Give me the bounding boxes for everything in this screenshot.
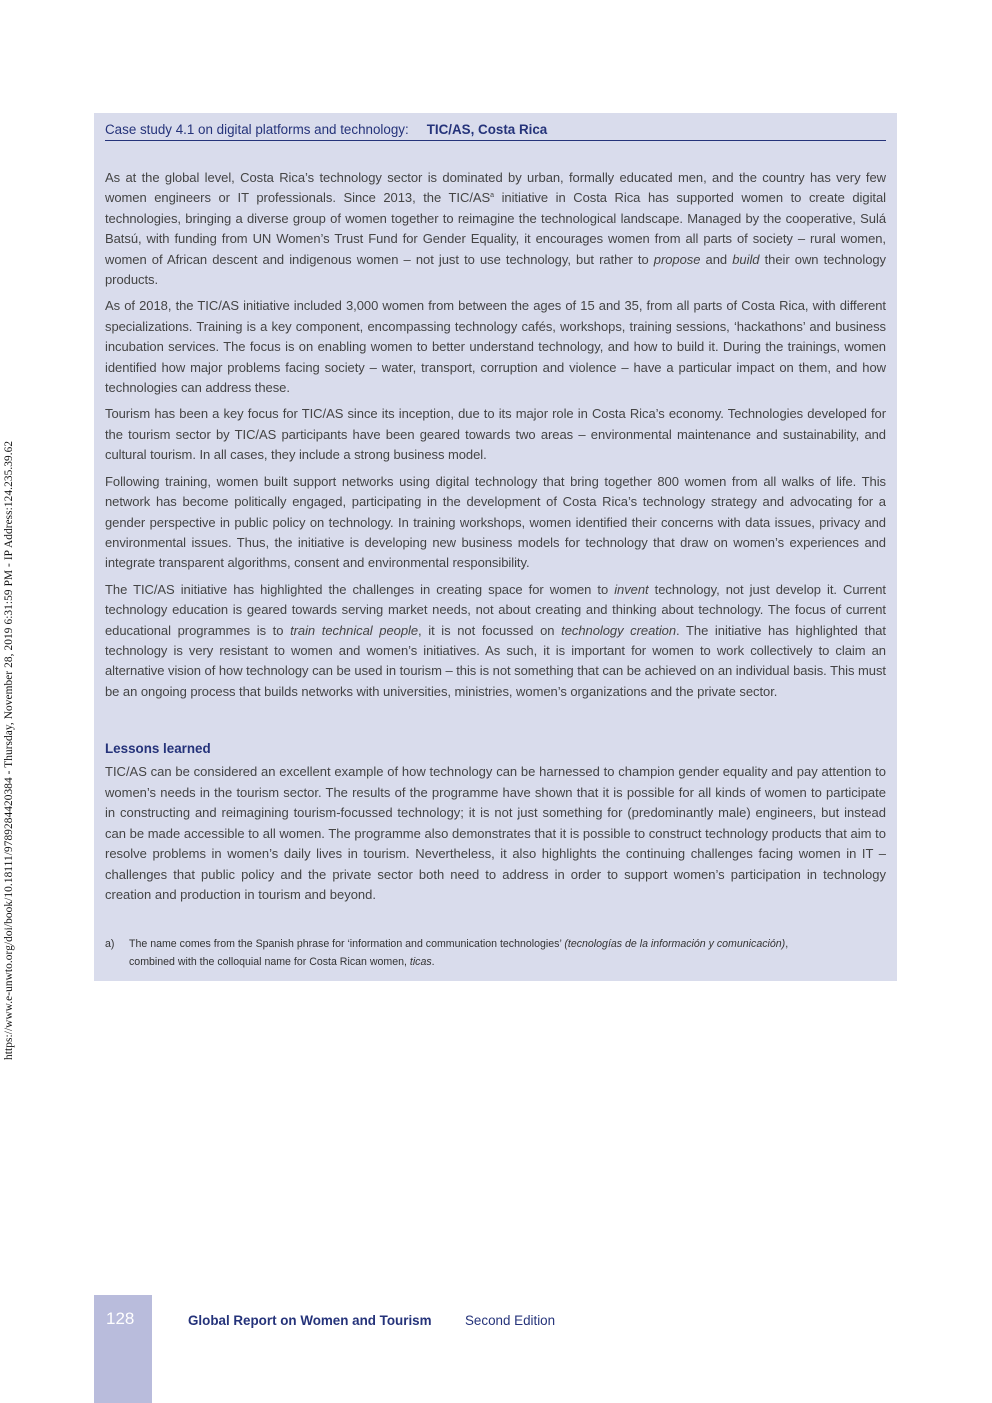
case-study-title: TIC/AS, Costa Rica <box>426 122 548 137</box>
paragraph-5: The TIC/AS initiative has highlighted the challenges in creating space for women to invent technology, not just develop it. Current technology education is geared towards serving market needs, not about creating and thinking about technology. The focus of current educational programmes is to train technical people, it is not focussed on technology creation. The initiative has highlighted that technology is very resistant to women and women’s initiatives. As such, it is important for women to work collectively to claim an alternative vision of how technology can be used in tourism – this is not something that can be achieved on an individual basis. This must be an ongoing process that builds networks with universities, ministries, women’s organizations and the private sector. <box>105 581 886 699</box>
paragraph-3: Tourism has been a key focus for TIC/AS since its inception, due to its major role in Costa Rica’s economy. Technologies developed for the tourism sector by TIC/AS participants have been geared towards two areas – environmental maintenance and sustainability, and cultural tourism. In all cases, they include a strong business model. <box>105 406 886 463</box>
report-edition: Second Edition <box>465 1313 556 1328</box>
footnote-ref: a <box>490 192 494 200</box>
page-number: 128 <box>106 1309 135 1328</box>
lessons-learned-heading: Lessons learned <box>105 741 211 757</box>
footnote <box>105 935 886 971</box>
report-title: Global Report on Women and Tourism <box>188 1313 432 1328</box>
case-study-box <box>94 113 897 981</box>
paragraph-1: As at the global level, Costa Rica’s technology sector is dominated by urban, formally educated men, and the country has very few women engineers or IT professionals. Since 2013, the TIC/$AS^a$ initiative in Costa Rica has supported women to create digital technologies, bringing a diverse group of women together to reimagine the technological landscape. Managed by the cooperative, Sulá Batsú, with funding from UN Women’s Trust Fund for Gender Equality, it encourages women from all parts of society – rural women, women of African descent and indigenous women – not just to use technology, but rather to propose and build their own technology products. <box>105 170 887 288</box>
paragraph-4: Following training, women built support networks using digital technology that bring together 800 women from all walks of life. This network has become politically engaged, participating in the development of Costa Rica’s technology strategy and advocating for a gender perspective in public policy on technology. In training workshops, women identified their concerns with data issues, privacy and environmental issues. Thus, the initiative is developing new business models for technology that draw on women’s experiences and integrate transparent algorithms, consent and environmental responsibility. <box>105 473 886 571</box>
page-number-tab <box>94 1295 152 1403</box>
footnote-text-line-1: The name comes from the Spanish phrase for ‘information and communication technologies’ (tecnologías de la información y comunicación), <box>129 937 789 950</box>
lessons-learned-text: TIC/AS can be considered an excellent example of how technology can be harnessed to champion gender equality and pay attention to women’s needs in the tourism sector. The results of the programme have shown that it is possible for all kinds of women to participate in constructing and reimagining tourism-focussed technology; it is not just something for (predominantly male) engineers, but instead can be made accessible to all women. The programme also demonstrates that it is possible to construct technology products that aim to resolve problems in women’s daily lives in tourism. Nevertheless, it also highlights the continuing challenges facing women in IT – challenges that public policy and the private sector both need to address in order to support women’s participation in technology creation and production in tourism and beyond. <box>105 764 886 903</box>
footnote-label: a) <box>105 937 115 950</box>
case-study-body <box>105 168 886 702</box>
download-watermark: https://www.e-unwto.org/doi/book/10.18111/9789284420384 - Thursday, November 28, 2019 6:31:59 PM - IP Address:124.235.39.62 <box>3 440 15 1060</box>
footnote-text-line-2: combined with the colloquial name for Costa Rican women, ticas. <box>129 955 435 968</box>
case-study-header <box>105 122 886 141</box>
case-study-label: Case study 4.1 on digital platforms and technology: <box>105 122 409 137</box>
paragraph-2: As of 2018, the TIC/AS initiative included 3,000 women from between the ages of 15 and 35, from all parts of Costa Rica, with different specializations. Training is a key component, encompassing technology cafés, workshops, training sessions, ‘hackathons’ and business incubation services. The focus is on enabling women to better understand technology, and how to build it. During the trainings, women identified how major problems facing society – water, transport, corruption and violence – have a particular impact on them, and how technologies can address these. <box>105 298 886 396</box>
